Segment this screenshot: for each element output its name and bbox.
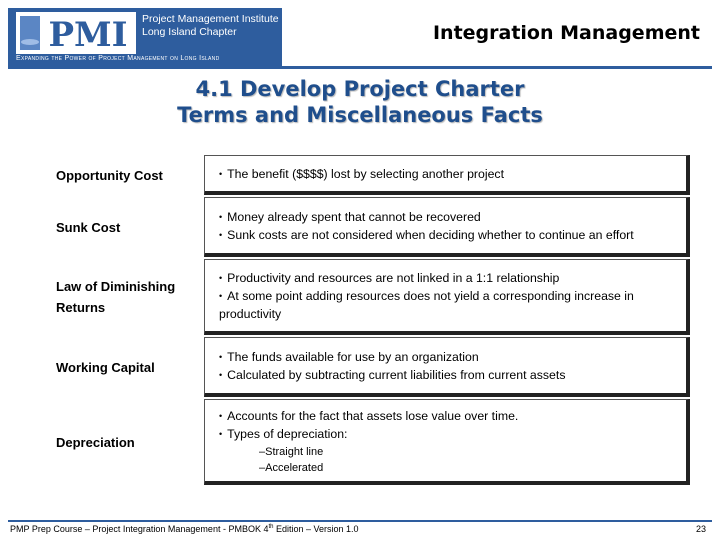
footer-sup: th [268,524,274,530]
org-line-1: Project Management Institute [142,13,279,25]
footer-text [10,524,359,534]
definition-text: Types of depreciation: [227,426,348,441]
org-line-2: Long Island Chapter [142,26,237,38]
org-name [142,13,279,39]
bullet-icon: • [219,410,223,421]
definition-text: At some point adding resources does not yield a corresponding increase in productivity [219,289,634,321]
term-row [52,155,690,195]
term-label: Depreciation [56,434,135,450]
bullet-icon: • [219,351,223,362]
definition-text: Calculated by subtracting current liabilities from current assets [227,367,566,382]
definition-text: Sunk costs are not considered when deciding whether to continue an effort [227,227,634,242]
bullet-icon: • [219,168,223,179]
term-row [52,337,690,397]
definition-text: The benefit ($$$$) lost by selecting another project [227,166,504,181]
bullet-icon: • [219,211,223,222]
footer-edition: Edition – Version 1.0 [273,524,359,534]
slide-title [0,76,720,128]
bullet-icon: • [219,229,223,240]
definition-bullet [219,367,678,385]
terms-table [52,155,690,493]
tagline: Expanding the Power of Project Management on Long Island [16,55,220,62]
definition-subitem [219,460,678,476]
definition-text: –Accelerated [259,461,324,474]
term-definition-box [204,399,690,485]
page-number: 23 [695,524,706,534]
definition-bullet [219,426,678,444]
term-row [52,399,690,485]
definition-bullet [219,209,678,227]
definition-text: Money already spent that cannot be recovered [227,209,481,224]
slide-title-line-1: 4.1 Develop Project Charter [195,77,525,101]
bullet-icon: • [219,291,223,301]
definition-text: Productivity and resources are not linked in a 1:1 relationship [227,271,560,285]
term-label: Opportunity Cost [56,167,163,183]
logo-letters: PMI [48,15,128,54]
term-definition-box [204,259,690,335]
pmi-logo-graphic [16,12,136,54]
definition-bullet [219,270,678,288]
footer-course: PMP Prep Course – Project Integration Management - PMBOK 4 [10,524,269,534]
definition-text: Accounts for the fact that assets lose value over time. [227,408,519,423]
term-label: Working Capital [56,359,155,375]
bullet-icon: • [219,273,223,283]
definition-text: The funds available for use by an organization [227,349,479,364]
bullet-icon: • [219,369,223,380]
term-definition-box [204,155,690,195]
term-label: Sunk Cost [56,219,121,235]
term-row [52,259,690,335]
definition-text: –Straight line [259,445,324,458]
pmi-banner [8,8,282,66]
definition-bullet [219,166,678,184]
slide-title-line-2: Terms and Miscellaneous Facts [177,103,543,127]
term-definition-box [204,337,690,397]
definition-bullet [219,408,678,426]
definition-bullet [219,288,678,323]
definition-bullet [219,349,678,367]
term-row [52,197,690,257]
term-label: Law of Diminishing Returns [56,279,176,315]
term-definition-box [204,197,690,257]
pmi-logo [16,12,136,54]
definition-bullet [219,227,678,245]
footer-divider [8,520,712,522]
definition-subitem [219,444,678,460]
bullet-icon: • [219,428,223,439]
section-title: Integration Management [432,22,700,44]
header-divider [8,66,712,69]
